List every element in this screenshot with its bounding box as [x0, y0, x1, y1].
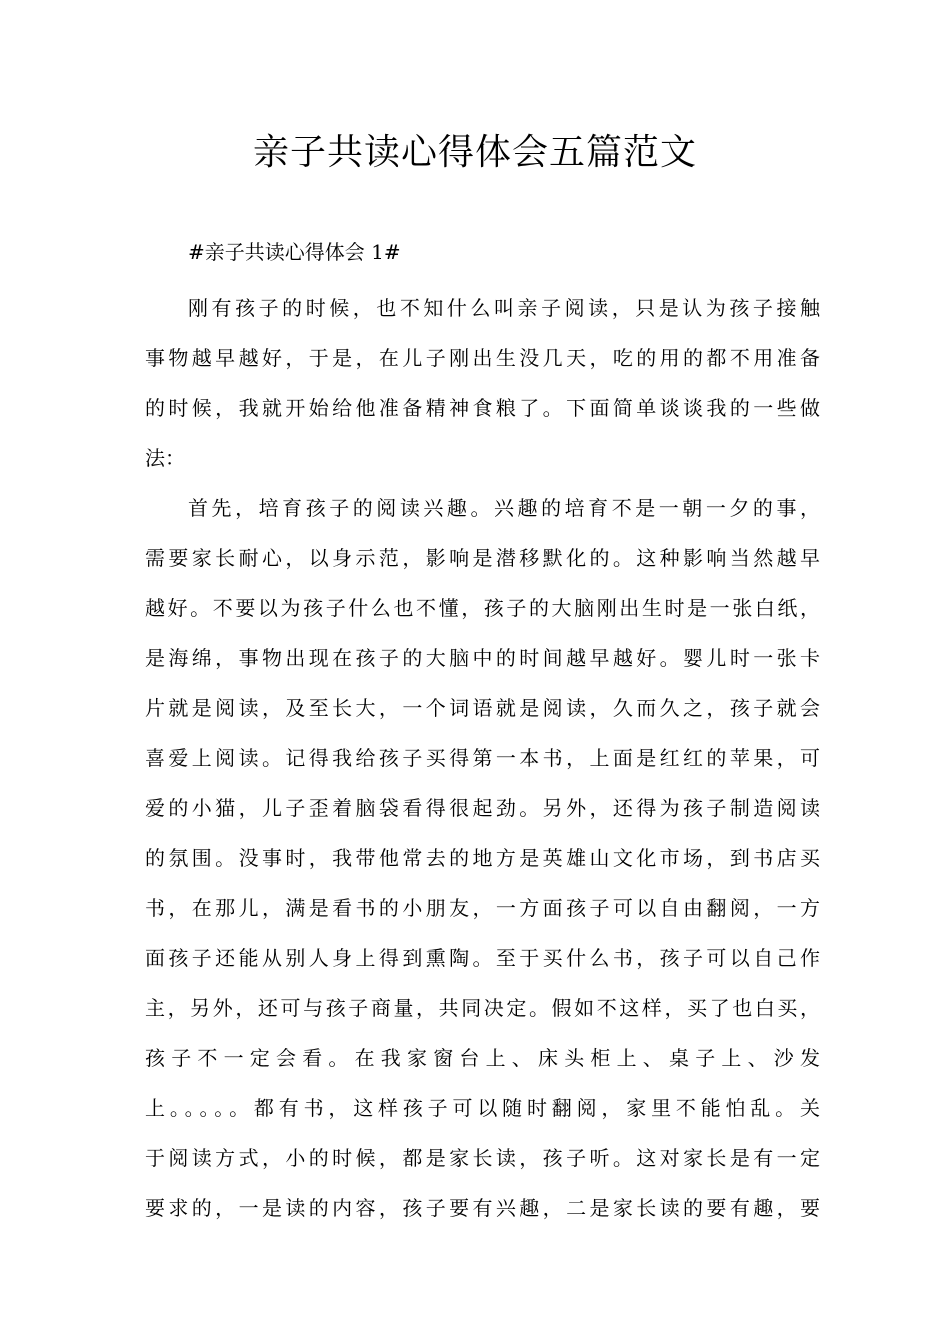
- paragraph-line: 刚有孩子的时候，也不知什么叫亲子阅读，只是认为孩子接触: [188, 296, 820, 320]
- paragraph-line: 孩子不一定会看。在我家窗台上、床头柜上、桌子上、沙发: [145, 1046, 820, 1070]
- paragraph-line: 的时候，我就开始给他准备精神食粮了。下面简单谈谈我的一些做: [145, 396, 820, 420]
- paragraph-line: 越好。不要以为孩子什么也不懂，孩子的大脑刚出生时是一张白纸，: [145, 596, 820, 620]
- paragraph-1: [145, 283, 820, 483]
- document-body: [145, 283, 820, 1233]
- paragraph-line: 于阅读方式，小的时候，都是家长读，孩子听。这对家长是有一定: [145, 1146, 820, 1170]
- paragraph-line: 法：: [145, 446, 185, 470]
- paragraph-line: 片就是阅读，及至长大，一个词语就是阅读，久而久之，孩子就会: [145, 696, 820, 720]
- paragraph-line: 面孩子还能从别人身上得到熏陶。至于买什么书，孩子可以自己作: [145, 946, 820, 970]
- paragraph-line: 首先，培育孩子的阅读兴趣。兴趣的培育不是一朝一夕的事，: [188, 496, 820, 520]
- paragraph-line: 上。。。。。都有书，这样孩子可以随时翻阅，家里不能怕乱。关: [145, 1096, 820, 1120]
- section-heading: #亲子共读心得体会 1#: [188, 240, 401, 264]
- paragraph-line: 需要家长耐心，以身示范，影响是潜移默化的。这种影响当然越早: [145, 546, 820, 570]
- paragraph-line: 是海绵，事物出现在孩子的大脑中的时间越早越好。婴儿时一张卡: [145, 646, 820, 670]
- paragraph-line: 书，在那儿，满是看书的小朋友，一方面孩子可以自由翻阅，一方: [145, 896, 820, 920]
- paragraph-line: 喜爱上阅读。记得我给孩子买得第一本书，上面是红红的苹果，可: [145, 746, 820, 770]
- paragraph-line: 的氛围。没事时，我带他常去的地方是英雄山文化市场，到书店买: [145, 846, 820, 870]
- document-title: 亲子共读心得体会五篇范文: [252, 132, 697, 173]
- paragraph-line: 主，另外，还可与孩子商量，共同决定。假如不这样，买了也白买，: [145, 996, 820, 1020]
- paragraph-line: 爱的小猫，儿子歪着脑袋看得很起劲。另外，还得为孩子制造阅读: [145, 796, 820, 820]
- paragraph-line: 要求的，一是读的内容，孩子要有兴趣，二是家长读的要有趣，要: [145, 1196, 820, 1220]
- paragraph-2: [145, 483, 820, 1233]
- paragraph-line: 事物越早越好，于是，在儿子刚出生没几天，吃的用的都不用准备: [145, 346, 820, 370]
